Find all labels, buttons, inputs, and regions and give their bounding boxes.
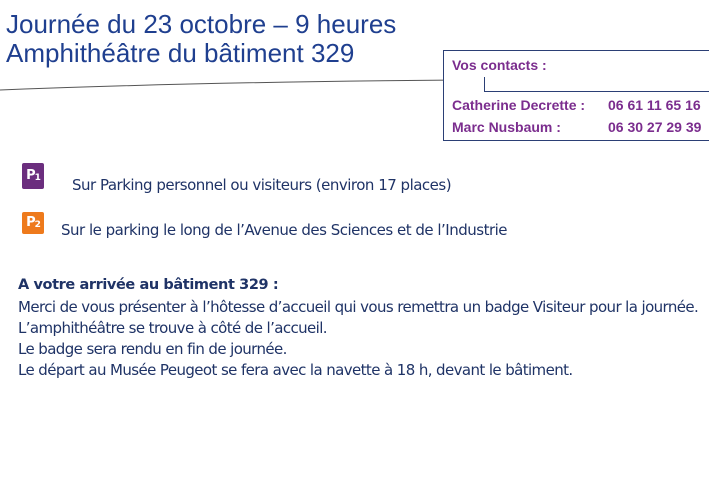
parking-p2-icon: $P_2$ bbox=[22, 212, 44, 234]
contact-name: Catherine Decrette : bbox=[452, 97, 586, 113]
parking-1-text: Sur Parking personnel ou visiteurs (environ 17 places) bbox=[72, 176, 452, 194]
arrival-line: L’amphithéâtre se trouve à côté de l’accueil. bbox=[18, 319, 327, 337]
title-divider bbox=[0, 78, 460, 92]
page-title: Journée du 23 octobre – 9 heures bbox=[6, 9, 397, 39]
arrival-line: Le badge sera rendu en fin de journée. bbox=[18, 340, 287, 358]
contact-row bbox=[452, 97, 701, 113]
contacts-heading: Vos contacts : bbox=[452, 57, 547, 73]
page-subtitle: Amphithéâtre du bâtiment 329 bbox=[6, 38, 355, 68]
contact-phone[interactable]: 06 30 27 29 39 bbox=[608, 119, 702, 135]
contact-name: Marc Nusbaum : bbox=[452, 119, 561, 135]
arrival-line: Le départ au Musée Peugeot se fera avec la navette à 18 h, devant le bâtiment. bbox=[18, 361, 573, 379]
parking-2-text: Sur le parking le long de l’Avenue des Sciences et de l’Industrie bbox=[61, 221, 508, 239]
contact-row bbox=[452, 119, 702, 135]
contact-phone[interactable]: 06 61 11 65 16 bbox=[608, 97, 701, 113]
parking-p1-icon: $P_1$ bbox=[22, 163, 44, 189]
arrival-heading: A votre arrivée au bâtiment 329 : bbox=[18, 277, 279, 293]
contacts-divider-tick bbox=[484, 77, 485, 91]
contacts-divider bbox=[484, 91, 709, 92]
contacts-panel bbox=[443, 50, 709, 141]
arrival-line: Merci de vous présenter à l’hôtesse d’accueil qui vous remettra un badge Visiteur pour la journée. bbox=[18, 298, 699, 316]
